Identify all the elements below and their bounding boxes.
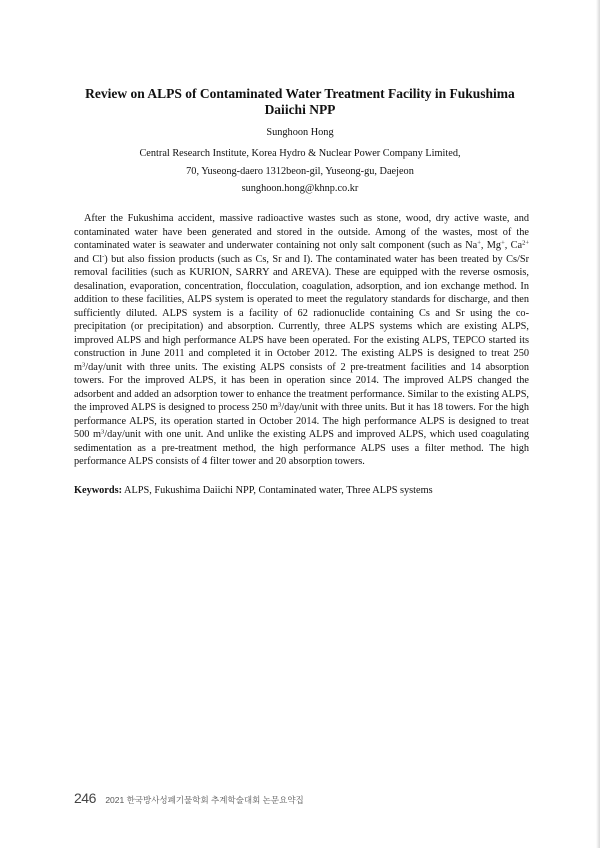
paper-title: Review on ALPS of Contaminated Water Treatment Facility in Fukushima Daiichi NPP xyxy=(85,86,515,117)
keywords-line xyxy=(74,484,529,498)
superscript: + xyxy=(501,239,505,247)
keywords-text: ALPS, Fukushima Daiichi NPP, Contaminated water, Three ALPS systems xyxy=(122,485,433,496)
abstract-text: and Cl xyxy=(74,253,103,265)
keywords-label: Keywords: xyxy=(74,485,123,496)
abstract-text: /day/unit with three units. The existing ALPS consists of 2 pre-treatment facilities and 14 absorption towers. For the improved ALPS, it has been in operation since 2014. The improved ALPS changed the adsorbent and added an adsorption tower to enhance the treatment performance. Similar to the existing ALPS, the improved ALPS is designed to process 250 m xyxy=(74,361,529,413)
superscript: - xyxy=(102,253,105,260)
abstract-text: , Mg xyxy=(480,240,502,251)
abstract-text: ) but also fission products (such as Cs, Sr and I). The contaminated water has been treated by Cs/Sr removal facilities (such as KURION, SARRY and AREVA). These are equipped with the reverse osmosis, desalination, evaporation, concentration, flocculation, coagulation, adsorption, and ion exchange method. In addition to these facilities, ALPS system is operated to meet the regulatory standards for discharge, and then sufficiently diluted. ALPS system is a facility of 62 radionuclide containing Cs and Sr using the co-precipitation (or precipitation) and absorption. Currently, three ALPS systems which are existing ALPS, improved ALPS and high performance ALPS have been operated. For the existing ALPS, TEPCO started its construction in June 2011 and completed it in October 2012. The existing ALPS is designed to treat 250 m xyxy=(74,253,529,373)
affiliation-line-1: Central Research Institute, Korea Hydro & Nuclear Power Company Limited, xyxy=(139,148,461,159)
superscript: + xyxy=(477,239,481,247)
superscript: 3 xyxy=(82,361,86,368)
proceedings-title: 2021 한국방사성폐기물학회 추계학술대회 논문요약집 xyxy=(105,795,304,805)
affiliation-line-2: 70, Yuseong-daero 1312beon-gil, Yuseong-gu, Daejeon xyxy=(186,166,414,177)
page-edge-shadow xyxy=(596,0,600,848)
author-email: sunghoon.hong@khnp.co.kr xyxy=(241,183,359,194)
abstract-text: /day/unit with three units. But it has 18 towers. For the high performance ALPS, its operation started in October 2014. The high performance ALPS is designed to treat 500 m xyxy=(74,402,530,440)
page-number: 246 xyxy=(74,790,96,806)
abstract-text: /day/unit with one unit. And unlike the existing ALPS and improved ALPS, which used coagulating sedimentation as a pre-treatment method, the high performance ALPS uses a filter method. The high performance ALPS consists of 4 filter tower and 20 absorption towers. xyxy=(74,429,529,467)
superscript: 3 xyxy=(101,428,105,436)
superscript: 3 xyxy=(278,401,282,409)
abstract-text: , Ca xyxy=(504,240,523,251)
author-name: Sunghoon Hong xyxy=(266,127,334,138)
abstract-body xyxy=(74,212,529,469)
page-footer xyxy=(74,790,304,808)
abstract-text: After the Fukushima accident, massive radioactive wastes such as stone, wood, dry active waste, and contaminated water have been generated and stored in the outside. Among of the wastes, most of the contaminated water is seawater and underwater containing not only salt component (such as Na xyxy=(74,213,529,251)
superscript: 2+ xyxy=(522,239,529,247)
